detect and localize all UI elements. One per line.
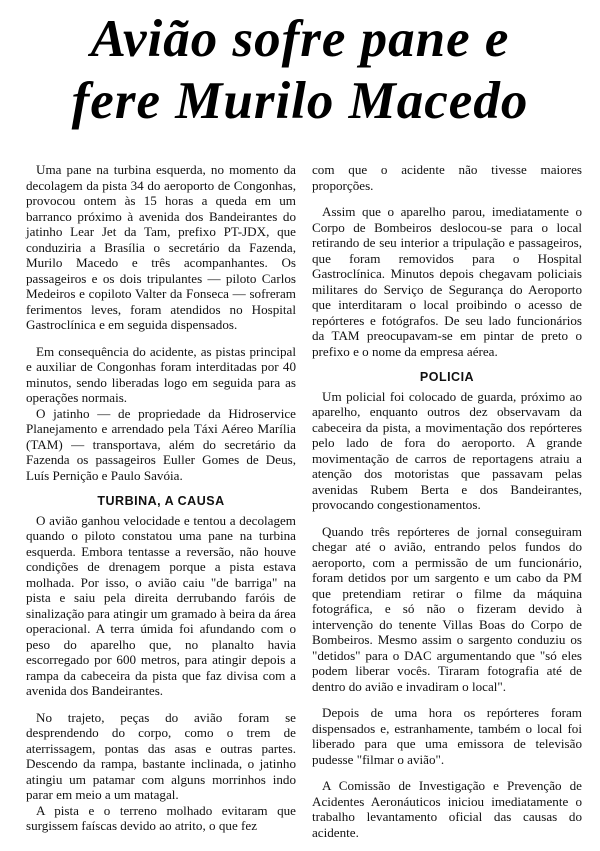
- paragraph-continued: com que o acidente não tivesse maiores proporções.: [312, 162, 582, 193]
- headline-line-2: fere Murilo Macedo: [71, 72, 529, 130]
- paragraph: Assim que o aparelho parou, imediatamente o Corpo de Bombeiros deslocou-se para o local retirando de seu interior a tripulação e passageiros, que foram removidos para o Hospital Gastroclínica. Minutos depois chegavam policiais militares do Serviço de Segurança do Aeroporto que interditaram o local proibindo o acesso de repórteres e fotógrafos. De seu lado funcionários da TAM preocupavam-se em pintar de preto o prefixo e o nome da empresa aérea.: [312, 204, 582, 359]
- paragraph: A Comissão de Investigação e Prevenção de Acidentes Aeronáuticos iniciou imediatamente o trabalho levantamento oficial das causas do acidente.: [312, 778, 582, 840]
- paragraph-lead: Uma pane na turbina esquerda, no momento da decolagem da pista 34 do aeroporto de Congonhas, provocou ontem às 15 horas a queda em um barranco próximo à avenida dos Bandeirantes do jatinho Lear Jet da Tam, prefixo PT-JDX, que conduziria a Brasília o secretário da Fazenda, Murilo Macedo e três acompanhantes. Os passageiros e os dois tripulantes — piloto Carlos Medeiros e copiloto Valter da Fonseca — sofreram ferimentos leves, foram atendidos no Hospital Gastroclínica e em seguida dispensados.: [26, 162, 296, 332]
- paragraph: Quando três repórteres de jornal conseguiram chegar até o avião, entrando pelos fundos do aeroporto, com a permissão de um funcionário, foram detidos por um sargento e um cabo da PM que pretendiam retirar o filme da máquina fotográfica, e só não o fizeram devido à intervenção do tenente Villas Boas do Corpo de Bombeiros. Mesmo assim o sargento conduziu os "detidos" para o DAC argumentando que "só eles podem liberar vocês. Tiraram fotografia até de dentro do avião e invadiram o local".: [312, 523, 582, 694]
- subheading-policia: POLICIA: [419, 370, 475, 384]
- paragraph: O avião ganhou velocidade e tentou a decolagem quando o piloto constatou uma pane na turbina esquerda. Embora tentasse a reversão, não houve condições de drenagem porque a pista estava molhada. Por isso, o avião caiu "de barriga" na pista e saiu pela direita derrubando faróis de sinalização para atingir um gramado à beira da área operacional. A terra úmida foi afundando com o peso do aparelho que, no planalto havia escorregado por 600 metros, para atingir depois a rampa da cabeceira da pista que faz divisa com a avenida dos Bandeirantes.: [26, 512, 296, 698]
- right-column: [312, 162, 582, 851]
- paragraph: Em consequência do acidente, as pistas principal e auxiliar de Congonhas foram interditadas por 40 minutos, sendo liberadas logo em seguida para as operações normais.: [26, 343, 296, 405]
- paragraph: O jatinho — de propriedade da Hidroservice Planejamento e arrendado pela Táxi Aéreo Marília (TAM) — transportava, além do secretário da Fazenda os passageiros Euller Gomes de Deus, Luís Pernição e Paulo Savóia.: [26, 405, 296, 483]
- paragraph: A pista e o terreno molhado evitaram que surgissem faíscas devido ao atrito, o que fez: [26, 802, 296, 833]
- paragraph: No trajeto, peças do avião foram se desprendendo do corpo, como o trem de aterrissagem, pontas das asas e outras partes. Descendo da rampa, bastante inclinada, o jatinho atingiu um patamar com alguns morrinhos indo parar em meio a um matagal.: [26, 709, 296, 802]
- paragraph: Depois de uma hora os repórteres foram dispensados e, estranhamente, também o local foi liberado para que uma emissora de televisão pudesse "filmar o avião".: [312, 705, 582, 767]
- left-column: [26, 162, 296, 845]
- headline-line-1: Avião sofre pane e: [90, 10, 510, 68]
- headline: [0, 8, 600, 132]
- paragraph: Um policial foi colocado de guarda, próximo ao aparelho, enquanto outros dez observavam da cabeceira da pista, a movimentação dos repórteres pelo lado de fora do aeroporto. A grande movimentação de carros de reportagens atraiu a atenção dos motoristas que passavam pelas avenidas Rubem Berta e dos Bandeirantes, provocando congestionamentos.: [312, 388, 582, 512]
- subheading-turbina: TURBINA, A CAUSA: [97, 494, 225, 508]
